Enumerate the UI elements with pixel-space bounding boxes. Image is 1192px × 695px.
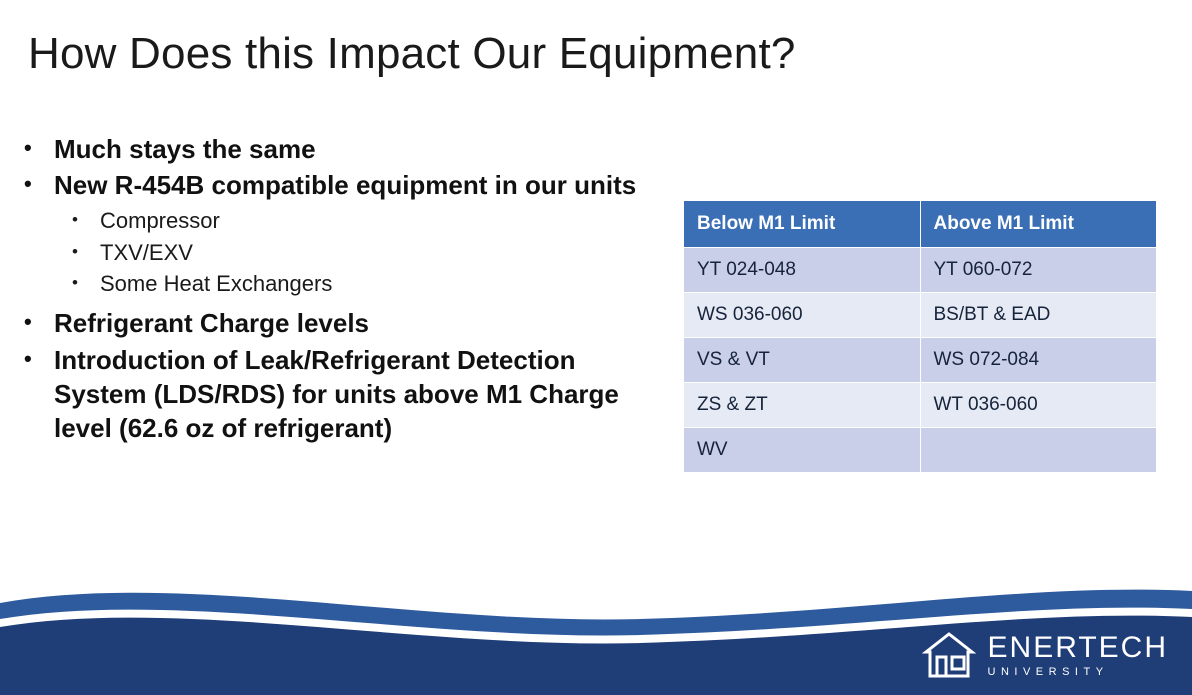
table-cell: VS & VT <box>684 338 921 383</box>
sub-bullet-text: Compressor <box>100 207 220 233</box>
table-cell: YT 060-072 <box>920 248 1157 293</box>
table-header-row <box>684 201 1157 248</box>
column-header-above-m1: Above M1 Limit <box>920 201 1157 248</box>
table-row <box>684 428 1157 473</box>
sub-bullet-list <box>24 205 644 301</box>
table-row <box>684 293 1157 338</box>
sub-bullet-item <box>24 268 644 300</box>
bullet-item <box>24 132 644 166</box>
bullet-item <box>24 168 644 202</box>
table-cell: WS 036-060 <box>684 293 921 338</box>
logo-wordmark <box>987 630 1168 678</box>
bullet-text: Much stays the same <box>54 134 316 164</box>
bullet-item <box>24 306 644 340</box>
sub-bullet-item <box>24 237 644 269</box>
table-cell: ZS & ZT <box>684 383 921 428</box>
table-row <box>684 383 1157 428</box>
sub-bullet-marker-icon: • <box>72 241 78 261</box>
footer-banner <box>0 575 1192 695</box>
limits-table <box>683 200 1157 473</box>
bullet-text: Introduction of Leak/Refrigerant Detection System (LDS/RDS) for units above M1 Charge level (62.6 oz of refrigerant) <box>54 344 619 444</box>
table-cell: WT 036-060 <box>920 383 1157 428</box>
table-row <box>684 248 1157 293</box>
table-row <box>684 338 1157 383</box>
sub-bullet-text: Some Heat Exchangers <box>100 271 333 297</box>
bullet-text: Refrigerant Charge levels <box>54 308 370 339</box>
table-cell: WS 072-084 <box>920 338 1157 383</box>
sub-bullet-text: TXV/EXV <box>100 239 193 265</box>
bullet-item <box>24 343 644 446</box>
bullet-marker-icon: • <box>24 309 32 335</box>
sub-bullet-marker-icon: • <box>72 273 78 293</box>
table-cell <box>920 428 1157 473</box>
house-icon <box>922 631 976 679</box>
bullet-text: New R-454B compatible equipment in our units <box>54 170 637 201</box>
table-cell: BS/BT & EAD <box>920 293 1157 338</box>
page-title: How Does this Impact Our Equipment? <box>28 29 796 78</box>
logo-main-text: ENERTECH <box>987 630 1168 664</box>
sub-bullet-item <box>24 205 644 237</box>
house-logo-icon <box>922 631 976 679</box>
table-cell: WV <box>684 428 921 473</box>
bullet-list <box>24 132 644 448</box>
logo-sub-text: UNIVERSITY <box>987 665 1109 678</box>
enertech-university-logo <box>922 631 1168 679</box>
sub-bullet-marker-icon: • <box>72 209 78 229</box>
bullet-marker-icon: • <box>24 171 32 197</box>
column-header-below-m1: Below M1 Limit <box>684 201 921 248</box>
bullet-marker-icon: • <box>24 345 32 371</box>
table-cell: YT 024-048 <box>684 248 921 293</box>
bullet-marker-icon: • <box>24 135 32 160</box>
